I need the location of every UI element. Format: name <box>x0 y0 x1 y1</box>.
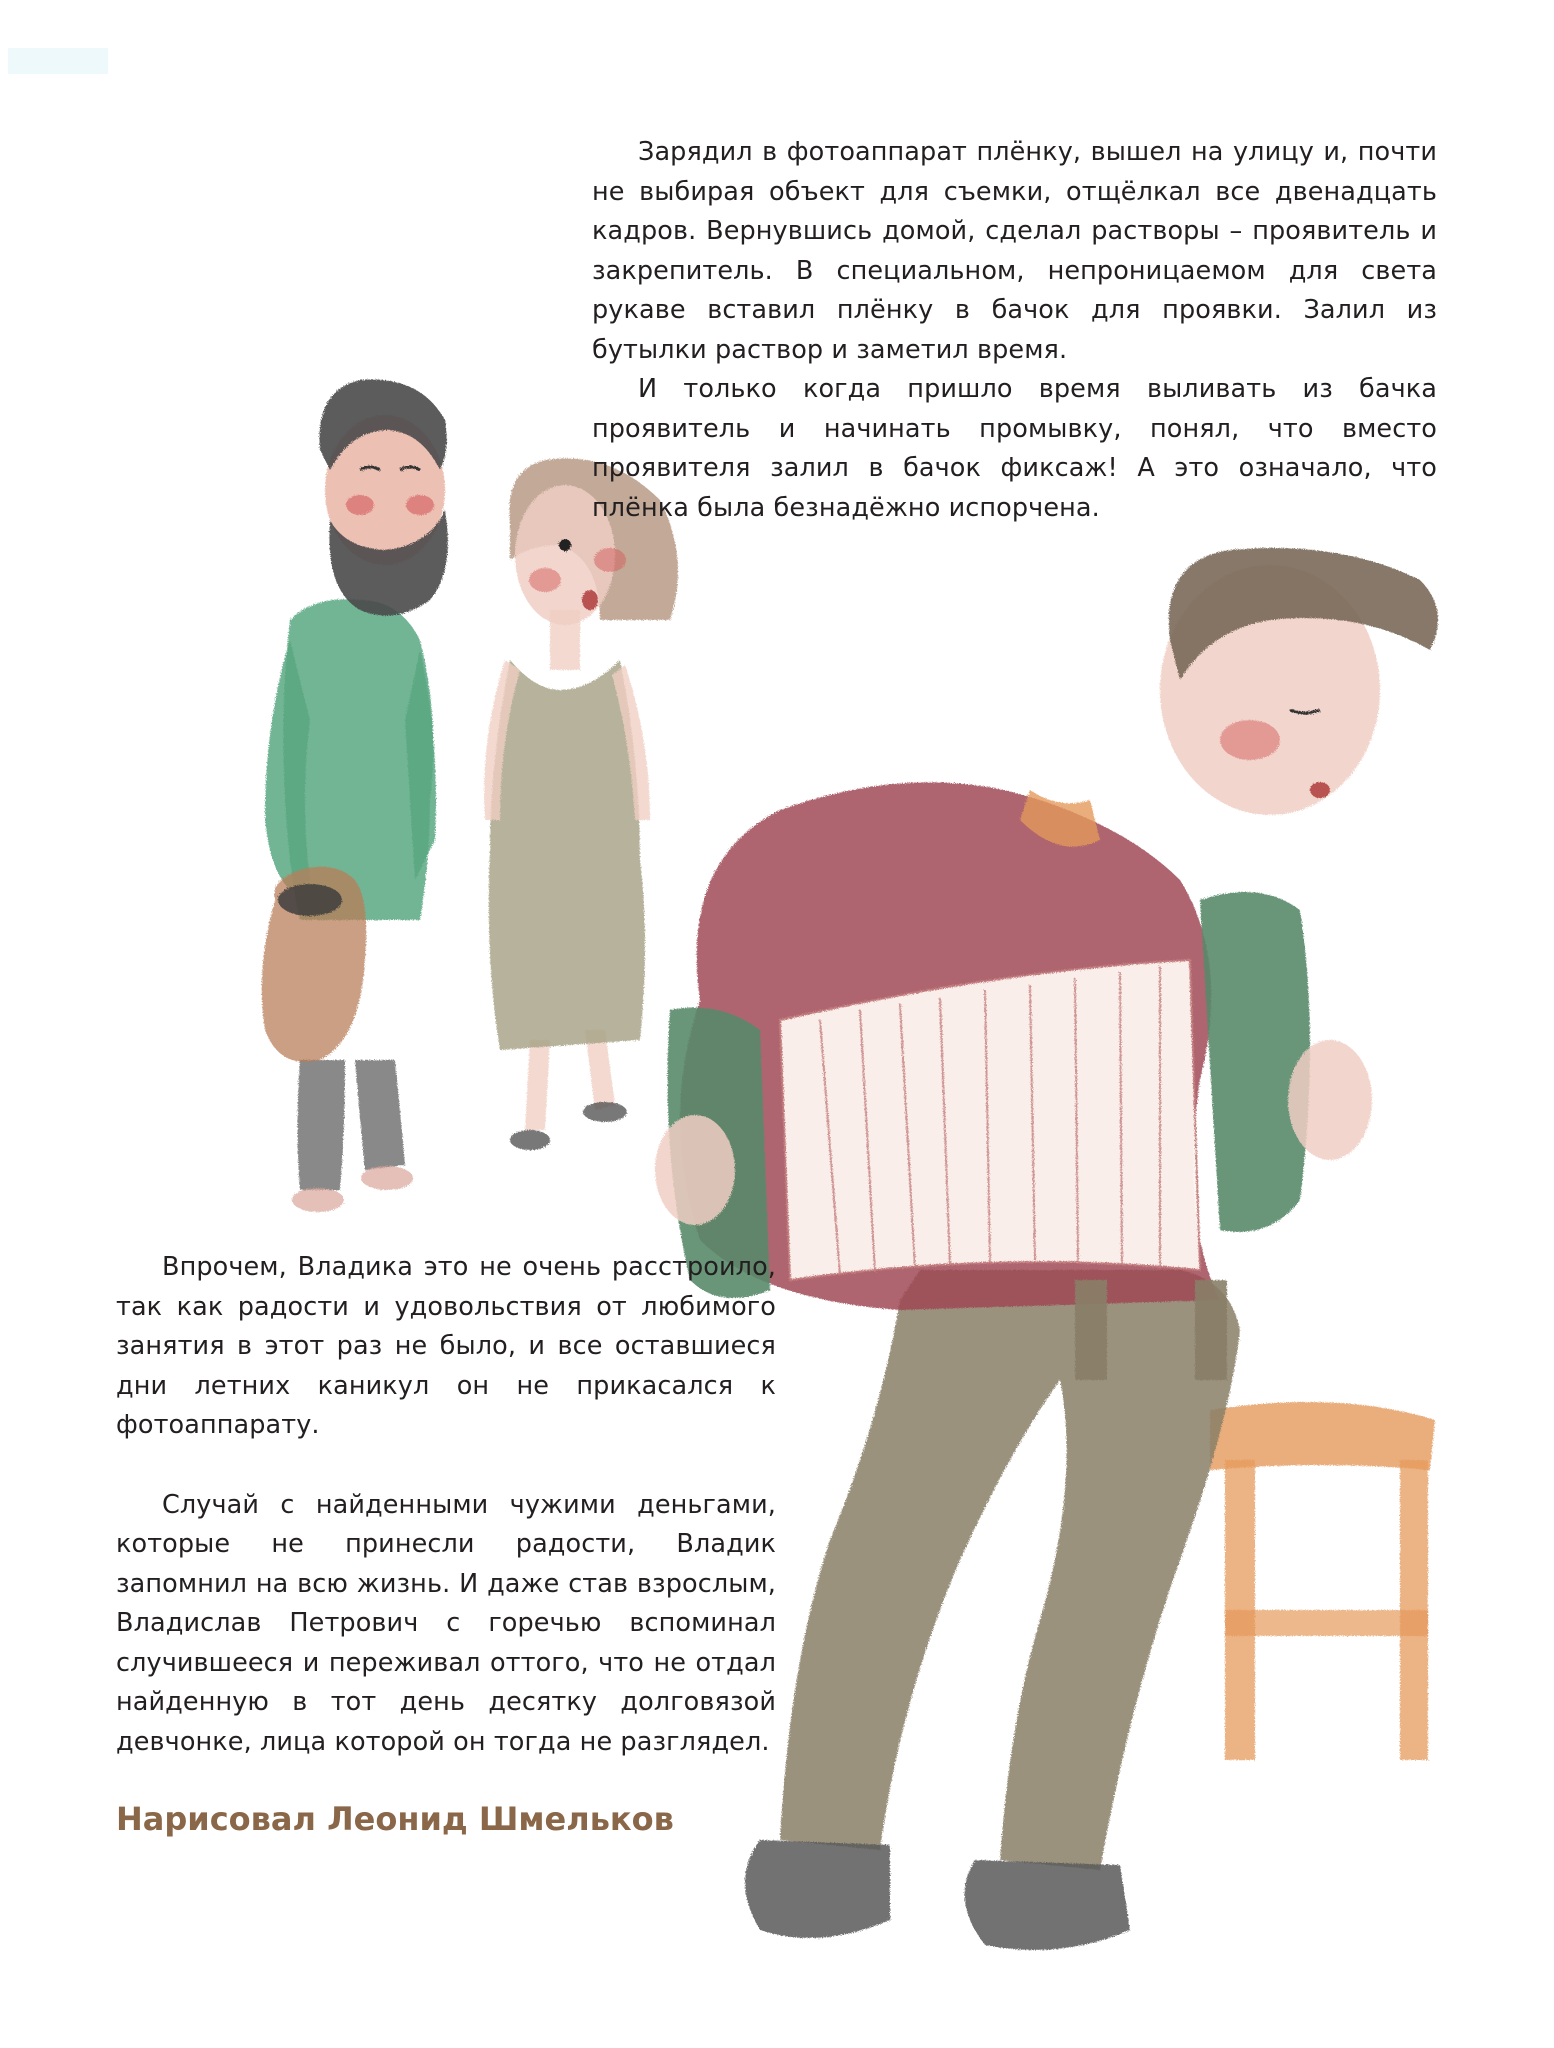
stool <box>1210 1402 1435 1760</box>
left-paragraph-1: Впрочем, Владика это не очень расстроило, так как радости и удовольствия от любимого занятия в этот раз не было, и все оставшиеся дни летних каникул он не прикасался к фотоаппарату. <box>116 1252 776 1440</box>
top-paragraph-2: И только когда пришло время выливать из бачка проявитель и начинать промывку, понял, что вместо проявителя залил в бачок фиксаж! А это означало, что плёнка была безнадёжно испорчена. <box>592 374 1437 523</box>
top-paragraph-1: Зарядил в фотоаппарат плёнку, вышел на улицу и, почти не выбирая объект для съемки, отщёлкал все двенадцать кадров. Вернувшись домой, сделал растворы – проявитель и закрепитель. В специальном, непроницаемом для света рукаве вставил плёнку в бачок для проявки. Залил из бутылки раствор и заметил время. <box>592 137 1437 365</box>
left-text-block <box>116 1248 776 1762</box>
woman-figure <box>484 458 678 1150</box>
illustrator-credit: Нарисовал Леонид Шмельков <box>116 1800 674 1838</box>
top-text-block <box>592 133 1437 528</box>
bearded-man-figure <box>262 380 448 1213</box>
left-paragraph-2: Случай с найденными чужими деньгами, которые не принесли радости, Владик запомнил на всю жизнь. И даже став взрослым, Владислав Петрович с горечью вспоминал случившееся и переживал оттого, что не отдал найденную в тот день десятку долговязой девчонке, лица которой он тогда не разглядел. <box>116 1489 776 1757</box>
